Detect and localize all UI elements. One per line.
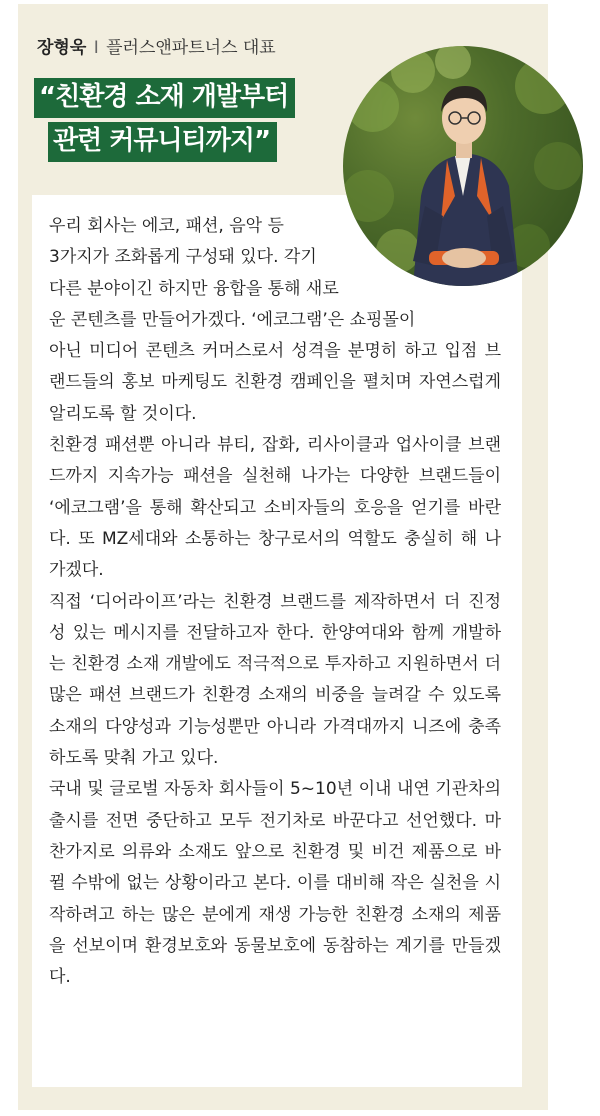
intro-line: 다른 분야이긴 하지만 융합을 통해 새로: [49, 278, 339, 299]
intro-line: 우리 회사는 에코, 패션, 음악 등: [49, 216, 284, 236]
author-name: 장형욱: [37, 38, 87, 58]
headline-line-2: 관련 커뮤니티까지”: [48, 122, 277, 162]
paragraph: 직접 ‘디어라이프’라는 친환경 브랜드를 제작하면서 더 진정성 있는 메시지를 전달하고자 한다. 한양여대와 함께 개발하는 친환경 소재 개발에도 적극적으로 투자하고 지원하면서 더 많은 패션 브랜드가 친환경 소재의 비중을 늘려갈 수 있도록 소재의 다양성과 기능성뿐만 아니라 가격대까지 니즈에 충족하도록 맞춰 가고 있다.: [49, 591, 501, 769]
author-title: 플러스앤파트너스 대표: [106, 38, 276, 58]
headline-line-1: “친환경 소재 개발부터: [34, 78, 295, 118]
byline-separator: I: [93, 38, 99, 58]
intro-line: 3가지가 조화롭게 구성돼 있다. 각기: [49, 247, 317, 268]
headline: [34, 78, 295, 166]
article-body: [49, 211, 501, 993]
paragraph: 아닌 미디어 콘텐츠 커머스로서 성격을 분명히 하고 입점 브랜드들의 홍보 마케팅도 친환경 캠페인을 펼치며 자연스럽게 알리도록 할 것이다.: [49, 341, 501, 424]
byline: [37, 33, 276, 58]
paragraph: 친환경 패션뿐 아니라 뷰티, 잡화, 리사이클과 업사이클 브랜드까지 지속가능 패션을 실천해 나가는 다양한 브랜드들이 ‘에코그램’을 통해 확산되고 소비자들의 호응을 얻기를 바란다. 또 MZ세대와 소통하는 창구로서의 역할도 충실히 해 나가겠다.: [49, 435, 501, 581]
paragraph: 국내 및 글로벌 자동차 회사들이 5~10년 이내 내연 기관차의 출시를 전면 중단하고 모두 전기차로 바꾼다고 선언했다. 마찬가지로 의류와 소재도 앞으로 친환경 및 비건 제품으로 바뀔 수밖에 없는 상황이라고 본다. 이를 대비해 작은 실천을 시작하려고 하는 많은 분에게 재생 가능한 친환경 소재의 제품을 선보이며 환경보호와 동물보호에 동참하는 계기를 만들겠다.: [49, 779, 501, 988]
intro-line: 운 콘텐츠를 만들어가겠다. ‘에코그램’은 쇼핑몰이: [49, 309, 416, 330]
